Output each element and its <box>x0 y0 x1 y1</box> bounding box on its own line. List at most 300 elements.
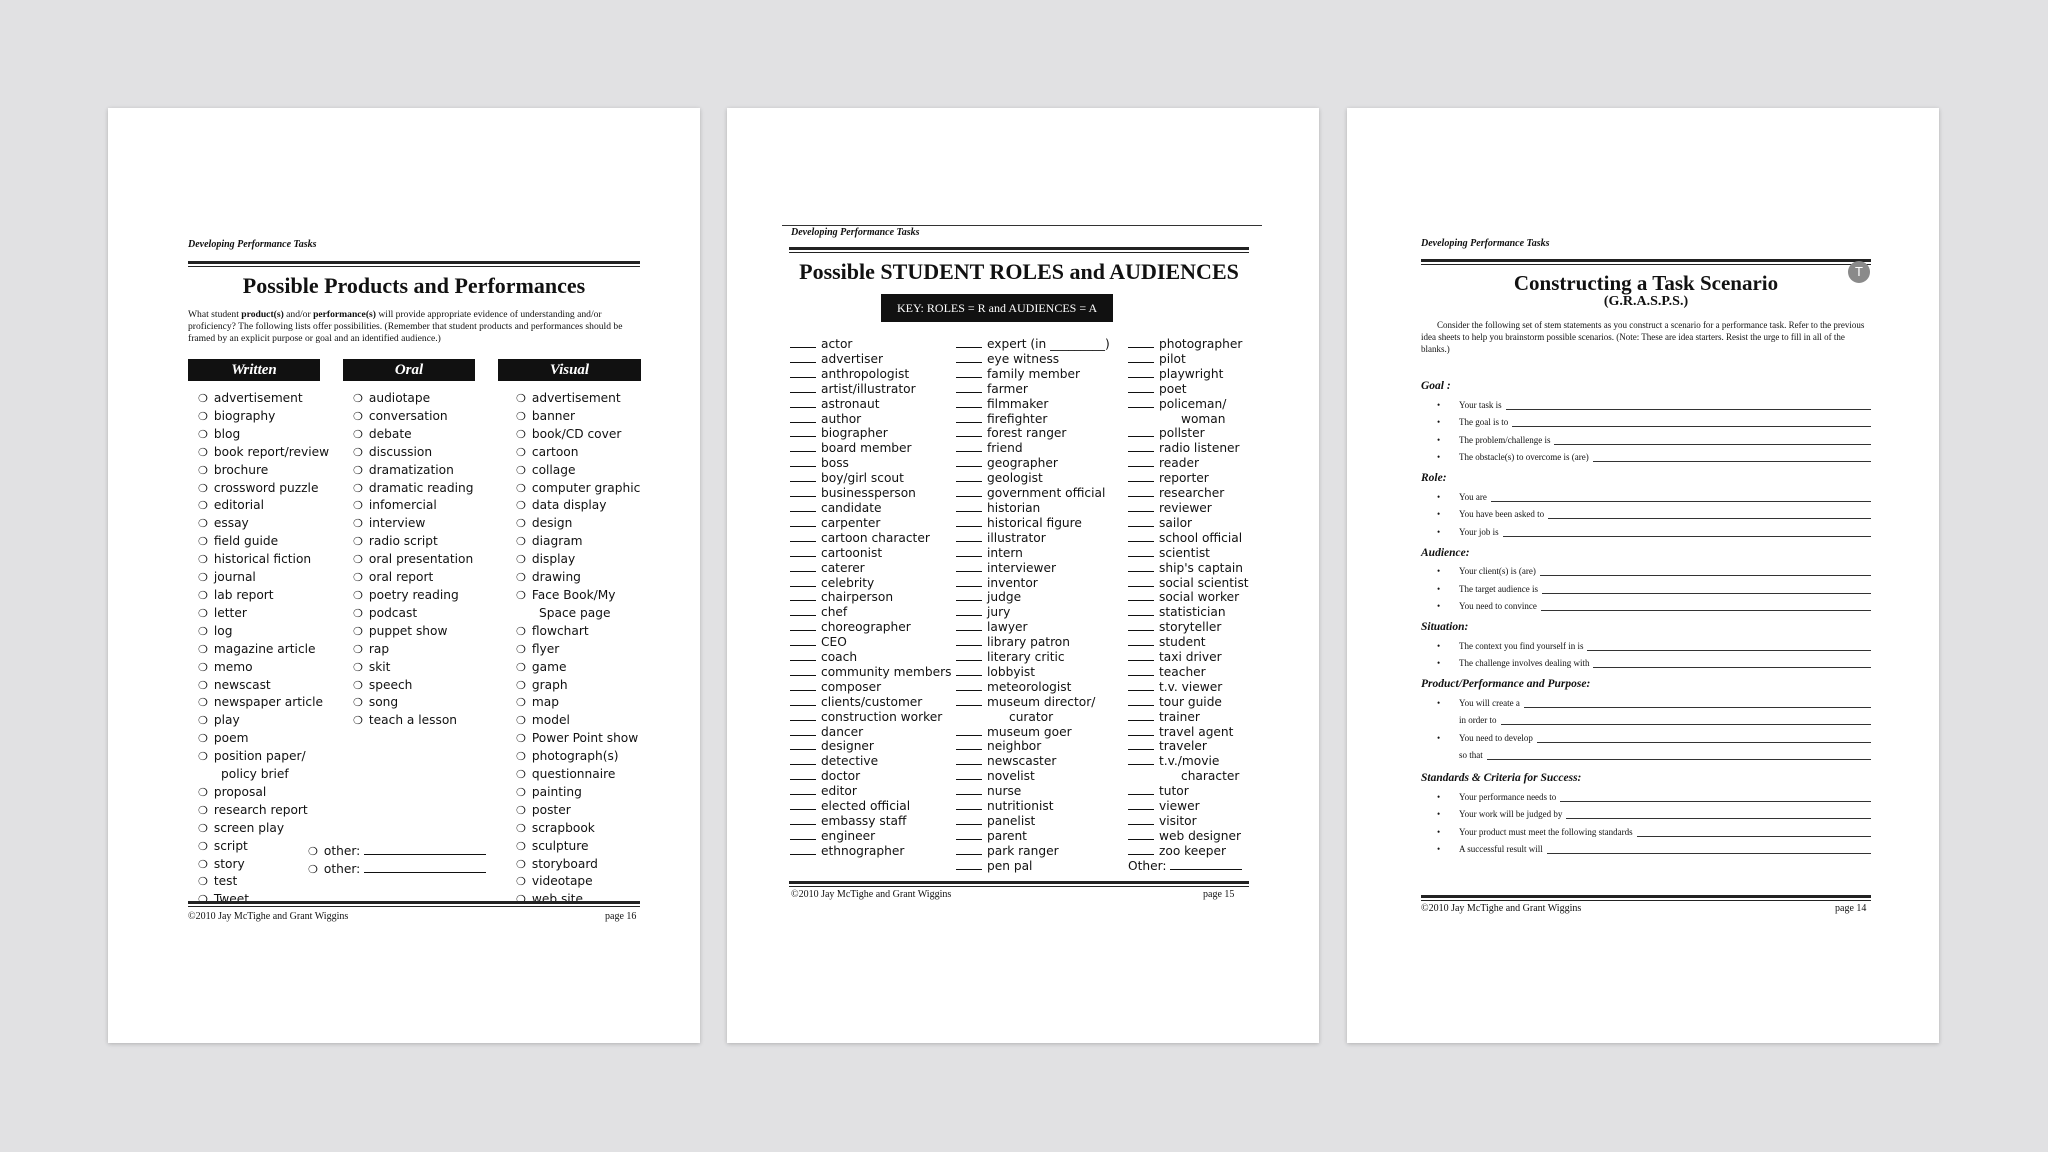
circle-checkbox-icon[interactable]: ❍ <box>198 696 208 710</box>
circle-checkbox-icon[interactable]: ❍ <box>516 660 526 674</box>
role-label: farmer <box>987 381 1028 396</box>
role-blank[interactable] <box>1128 353 1154 363</box>
circle-checkbox-icon[interactable]: ❍ <box>353 535 363 549</box>
role-blank[interactable] <box>956 651 982 661</box>
role-blank[interactable] <box>956 845 982 855</box>
t-badge-icon[interactable]: T <box>1848 261 1870 283</box>
role-blank[interactable] <box>1128 740 1154 750</box>
checklist-item <box>353 497 473 515</box>
circle-checkbox-icon[interactable]: ❍ <box>516 821 526 835</box>
role-label: businessperson <box>821 486 916 501</box>
role-blank[interactable] <box>790 740 816 750</box>
checklist-item <box>198 587 329 605</box>
role-label: dancer <box>821 724 864 739</box>
role-blank[interactable] <box>1128 487 1154 497</box>
answer-blank[interactable] <box>1491 491 1871 502</box>
role-blank[interactable] <box>790 815 816 825</box>
stem-label: The challenge involves dealing with <box>1459 658 1590 668</box>
circle-checkbox-icon[interactable]: ❍ <box>353 624 363 638</box>
circle-checkbox-icon[interactable]: ❍ <box>198 588 208 602</box>
role-blank[interactable] <box>956 591 982 601</box>
role-blank[interactable] <box>1128 442 1154 452</box>
circle-checkbox-icon[interactable]: ❍ <box>353 588 363 602</box>
role-blank[interactable] <box>790 666 816 676</box>
circle-checkbox-icon[interactable]: ❍ <box>516 553 526 567</box>
stem-statement <box>1421 633 1871 651</box>
circle-checkbox-icon[interactable]: ❍ <box>516 409 526 423</box>
role-blank[interactable] <box>956 338 982 348</box>
role-item <box>956 561 1110 576</box>
answer-blank[interactable] <box>1512 416 1871 427</box>
role-blank[interactable] <box>790 442 816 452</box>
circle-checkbox-icon[interactable]: ❍ <box>198 427 208 441</box>
role-item <box>1128 441 1249 456</box>
role-blank[interactable] <box>1128 666 1154 676</box>
circle-checkbox-icon[interactable]: ❍ <box>353 714 363 728</box>
checklist-label: cartoon <box>531 444 579 459</box>
circle-checkbox-icon[interactable]: ❍ <box>516 714 526 728</box>
role-blank[interactable] <box>956 726 982 736</box>
circle-checkbox-icon[interactable]: ❍ <box>353 553 363 567</box>
circle-checkbox-icon[interactable]: ❍ <box>516 785 526 799</box>
role-blank[interactable] <box>790 487 816 497</box>
bullet-icon: • <box>1437 399 1441 410</box>
checklist-item <box>198 551 329 569</box>
other-blank[interactable] <box>1170 860 1242 870</box>
checklist-label: storyboard <box>531 856 598 871</box>
role-blank[interactable] <box>1128 472 1154 482</box>
role-blank[interactable] <box>790 800 816 810</box>
checklist-label: newspaper article <box>213 695 323 710</box>
role-label: elected official <box>821 799 911 814</box>
circle-checkbox-icon[interactable]: ❍ <box>198 821 208 835</box>
role-item <box>956 471 1110 486</box>
role-blank[interactable] <box>956 621 982 631</box>
role-blank[interactable] <box>1128 502 1154 512</box>
circle-checkbox-icon[interactable]: ❍ <box>198 732 208 746</box>
role-blank[interactable] <box>790 621 816 631</box>
circle-checkbox-icon[interactable]: ❍ <box>353 696 363 710</box>
role-item <box>1128 471 1249 486</box>
answer-blank[interactable] <box>1501 714 1872 725</box>
checklist-item <box>198 605 329 623</box>
role-label: novelist <box>987 769 1035 784</box>
role-blank[interactable] <box>790 577 816 587</box>
grasps-section <box>1421 621 1871 668</box>
checklist-label: podcast <box>368 605 418 620</box>
role-blank[interactable] <box>956 681 982 691</box>
role-item <box>790 710 951 725</box>
role-blank[interactable] <box>790 532 816 542</box>
role-blank[interactable] <box>790 562 816 572</box>
stem-statement <box>1421 784 1871 802</box>
answer-blank[interactable] <box>1537 732 1871 743</box>
role-blank[interactable] <box>956 562 982 572</box>
circle-checkbox-icon[interactable]: ❍ <box>198 499 208 513</box>
role-blank[interactable] <box>956 383 982 393</box>
role-blank[interactable] <box>1128 368 1154 378</box>
answer-blank[interactable] <box>1587 640 1871 651</box>
role-item <box>790 576 951 591</box>
circle-checkbox-icon[interactable]: ❍ <box>516 499 526 513</box>
role-blank[interactable] <box>1128 651 1154 661</box>
role-blank[interactable] <box>1128 383 1154 393</box>
role-blank[interactable] <box>956 547 982 557</box>
circle-checkbox-icon[interactable]: ❍ <box>198 463 208 477</box>
circle-checkbox-icon[interactable]: ❍ <box>516 588 526 602</box>
role-blank[interactable] <box>956 457 982 467</box>
role-blank[interactable] <box>790 517 816 527</box>
checklist-label: essay <box>213 516 249 531</box>
role-blank[interactable] <box>790 457 816 467</box>
footer-page-number: page 15 <box>1203 889 1235 900</box>
role-label: statistician <box>1159 605 1226 620</box>
role-label: museum director/ <box>987 694 1096 709</box>
role-item <box>956 814 1110 829</box>
bullet-icon: • <box>1437 844 1441 854</box>
circle-checkbox-icon[interactable]: ❍ <box>198 714 208 728</box>
role-blank[interactable] <box>1128 606 1154 616</box>
role-blank[interactable] <box>1128 815 1154 825</box>
column-header-written: Written <box>188 359 320 381</box>
role-blank[interactable] <box>956 815 982 825</box>
circle-checkbox-icon[interactable]: ❍ <box>353 642 363 656</box>
checklist-label: dramatization <box>368 462 454 477</box>
role-label: cartoon character <box>821 530 930 545</box>
checklist-label: web site <box>531 892 583 907</box>
role-item <box>1128 576 1249 591</box>
role-blank[interactable] <box>1128 398 1154 408</box>
role-blank[interactable] <box>790 427 816 437</box>
page-subtitle: (G.R.A.S.P.S.) <box>1603 294 1689 309</box>
role-blank[interactable] <box>956 368 982 378</box>
checklist-item <box>516 408 640 426</box>
checklist-label: screen play <box>213 820 285 835</box>
role-blank[interactable] <box>956 472 982 482</box>
checklist-label: editorial <box>213 498 264 513</box>
role-blank[interactable] <box>1128 800 1154 810</box>
answer-blank[interactable] <box>1503 526 1871 537</box>
circle-checkbox-icon[interactable]: ❍ <box>198 571 208 585</box>
role-blank[interactable] <box>790 711 816 721</box>
role-blank[interactable] <box>956 785 982 795</box>
role-blank[interactable] <box>956 755 982 765</box>
role-label: boss <box>821 456 849 471</box>
role-blank[interactable] <box>956 666 982 676</box>
circle-checkbox-icon[interactable]: ❍ <box>516 893 526 907</box>
role-blank[interactable] <box>1128 532 1154 542</box>
circle-checkbox-icon[interactable]: ❍ <box>516 803 526 817</box>
role-blank[interactable] <box>956 606 982 616</box>
role-blank[interactable] <box>1128 591 1154 601</box>
role-item <box>1128 695 1249 710</box>
checklist-label: log <box>213 623 233 638</box>
role-item <box>956 725 1110 740</box>
role-blank[interactable] <box>1128 711 1154 721</box>
answer-blank[interactable] <box>1548 508 1871 519</box>
checklist-label: blog <box>213 426 241 441</box>
stem-label: Your performance needs to <box>1459 791 1557 802</box>
role-blank[interactable] <box>1128 562 1154 572</box>
role-blank[interactable] <box>1128 338 1154 348</box>
role-blank[interactable] <box>956 860 982 870</box>
role-blank[interactable] <box>956 740 982 750</box>
circle-checkbox-icon[interactable]: ❍ <box>353 445 363 459</box>
role-blank[interactable] <box>1128 830 1154 840</box>
role-blank[interactable] <box>1128 785 1154 795</box>
role-blank[interactable] <box>956 532 982 542</box>
checklist-item <box>198 444 329 462</box>
role-blank[interactable] <box>790 547 816 557</box>
circle-checkbox-icon[interactable]: ❍ <box>198 660 208 674</box>
checklist-label: book report/review <box>213 444 330 459</box>
answer-blank[interactable] <box>1593 451 1871 462</box>
footer-rule <box>188 899 640 904</box>
circle-checkbox-icon[interactable]: ❍ <box>516 696 526 710</box>
role-item <box>790 605 951 620</box>
circle-checkbox-icon[interactable]: ❍ <box>516 768 526 782</box>
circle-checkbox-icon[interactable]: ❍ <box>353 499 363 513</box>
checklist-label: poem <box>213 731 249 746</box>
role-label: filmmaker <box>987 396 1049 411</box>
role-blank[interactable] <box>1128 696 1154 706</box>
role-blank[interactable] <box>1128 681 1154 691</box>
role-label: museum goer <box>987 724 1072 739</box>
circle-checkbox-icon[interactable]: ❍ <box>198 517 208 531</box>
circle-checkbox-icon[interactable]: ❍ <box>353 660 363 674</box>
role-blank[interactable] <box>790 681 816 691</box>
role-blank[interactable] <box>790 651 816 661</box>
circle-checkbox-icon[interactable]: ❍ <box>516 857 526 871</box>
role-blank[interactable] <box>790 726 816 736</box>
answer-blank[interactable] <box>1637 826 1871 837</box>
stem-statement <box>1421 725 1871 743</box>
answer-blank[interactable] <box>1547 843 1871 854</box>
roles-column-3 <box>1128 337 1249 859</box>
circle-checkbox-icon[interactable]: ❍ <box>516 481 526 495</box>
section-heading: Product/Performance and Purpose: <box>1421 678 1591 690</box>
stem-label: The context you find yourself in is <box>1459 640 1584 651</box>
role-blank[interactable] <box>956 770 982 780</box>
answer-blank[interactable] <box>1487 749 1871 760</box>
answer-blank[interactable] <box>1542 583 1871 594</box>
circle-checkbox-icon[interactable]: ❍ <box>198 606 208 620</box>
checklist-label: memo <box>213 659 253 674</box>
role-blank[interactable] <box>790 845 816 855</box>
role-blank[interactable] <box>956 517 982 527</box>
role-label: lobbyist <box>987 664 1036 679</box>
checklist-label: design <box>531 516 573 531</box>
role-blank[interactable] <box>790 785 816 795</box>
circle-checkbox-icon[interactable]: ❍ <box>198 553 208 567</box>
role-blank[interactable] <box>956 353 982 363</box>
role-blank[interactable] <box>790 636 816 646</box>
role-item <box>1128 844 1249 859</box>
circle-checkbox-icon[interactable]: ❍ <box>198 785 208 799</box>
role-blank[interactable] <box>790 398 816 408</box>
circle-checkbox-icon[interactable]: ❍ <box>353 392 363 405</box>
role-blank[interactable] <box>1128 845 1154 855</box>
checklist-label: puppet show <box>368 623 448 638</box>
checklist-label: sculpture <box>531 838 589 853</box>
answer-blank[interactable] <box>1593 657 1871 668</box>
stem-statement <box>1421 690 1871 708</box>
role-blank[interactable] <box>1128 547 1154 557</box>
role-label: tutor <box>1159 784 1189 799</box>
role-blank[interactable] <box>956 442 982 452</box>
role-blank[interactable] <box>956 830 982 840</box>
bullet-icon: • <box>1437 452 1441 462</box>
circle-checkbox-icon[interactable]: ❍ <box>198 642 208 656</box>
role-blank[interactable] <box>790 770 816 780</box>
circle-checkbox-icon[interactable]: ❍ <box>353 481 363 495</box>
circle-checkbox-icon[interactable]: ❍ <box>516 642 526 656</box>
role-item <box>1128 620 1249 635</box>
circle-checkbox-icon[interactable]: ❍ <box>198 839 208 853</box>
circle-checkbox-icon[interactable]: ❍ <box>516 750 526 764</box>
circle-checkbox-icon[interactable]: ❍ <box>198 535 208 549</box>
stem-statement <box>1421 427 1871 445</box>
circle-checkbox-icon[interactable]: ❍ <box>198 893 208 907</box>
checklist-item <box>516 730 640 748</box>
answer-blank[interactable] <box>1541 600 1871 611</box>
circle-checkbox-icon[interactable]: ❍ <box>516 678 526 692</box>
circle-checkbox-icon[interactable]: ❍ <box>353 463 363 477</box>
role-label: literary critic <box>987 650 1065 665</box>
stem-label: You need to convince <box>1459 601 1537 611</box>
role-label: character <box>1181 769 1240 784</box>
role-blank[interactable] <box>1128 621 1154 631</box>
checklist-item <box>516 712 640 730</box>
circle-checkbox-icon[interactable]: ❍ <box>198 392 208 405</box>
role-item <box>790 695 951 710</box>
circle-checkbox-icon[interactable]: ❍ <box>516 445 526 459</box>
bullet-icon: • <box>1437 809 1441 819</box>
circle-checkbox-icon[interactable]: ❍ <box>516 463 526 477</box>
role-label: neighbor <box>987 739 1042 754</box>
role-blank[interactable] <box>790 830 816 840</box>
role-blank[interactable] <box>1128 726 1154 736</box>
circle-checkbox-icon[interactable]: ❍ <box>516 875 526 889</box>
role-blank[interactable] <box>1128 636 1154 646</box>
role-item <box>956 680 1110 695</box>
role-blank[interactable] <box>790 755 816 765</box>
stem-statement <box>1421 392 1871 410</box>
role-blank[interactable] <box>956 502 982 512</box>
role-item <box>1128 725 1249 740</box>
checklist-label: crossword puzzle <box>213 480 319 495</box>
role-label: historical figure <box>987 515 1082 530</box>
role-blank[interactable] <box>956 427 982 437</box>
role-blank[interactable] <box>956 636 982 646</box>
grasps-section <box>1421 547 1871 612</box>
circle-checkbox-icon[interactable]: ❍ <box>516 517 526 531</box>
role-blank[interactable] <box>956 487 982 497</box>
circle-checkbox-icon[interactable]: ❍ <box>516 732 526 746</box>
role-item <box>790 456 951 471</box>
role-blank[interactable] <box>1128 457 1154 467</box>
role-item <box>956 635 1110 650</box>
circle-checkbox-icon[interactable]: ❍ <box>516 839 526 853</box>
role-item <box>956 426 1110 441</box>
role-blank[interactable] <box>790 368 816 378</box>
role-item <box>1128 501 1249 516</box>
circle-checkbox-icon[interactable]: ❍ <box>516 427 526 441</box>
role-blank[interactable] <box>790 338 816 348</box>
circle-checkbox-icon[interactable]: ❍ <box>198 750 208 764</box>
other-blank[interactable] <box>364 845 486 855</box>
role-blank[interactable] <box>956 398 982 408</box>
answer-blank[interactable] <box>1554 434 1871 445</box>
checklist-item <box>353 677 473 695</box>
checklist-item <box>516 694 640 712</box>
circle-checkbox-icon[interactable]: ❍ <box>516 571 526 585</box>
circle-checkbox-icon[interactable]: ❍ <box>516 624 526 638</box>
circle-checkbox-icon[interactable]: ❍ <box>516 392 526 405</box>
circle-checkbox-icon[interactable]: ❍ <box>198 857 208 871</box>
role-item <box>1128 486 1249 501</box>
circle-checkbox-icon[interactable]: ❍ <box>198 624 208 638</box>
role-item <box>1128 739 1249 754</box>
role-label: curator <box>1009 709 1054 724</box>
circle-checkbox-icon[interactable]: ❍ <box>198 678 208 692</box>
role-blank[interactable] <box>1128 517 1154 527</box>
role-item <box>1128 456 1249 471</box>
circle-checkbox-icon[interactable]: ❍ <box>353 409 363 423</box>
role-blank[interactable] <box>956 413 982 423</box>
circle-checkbox-icon[interactable]: ❍ <box>353 678 363 692</box>
circle-checkbox-icon[interactable]: ❍ <box>353 606 363 620</box>
role-blank[interactable] <box>790 413 816 423</box>
circle-checkbox-icon[interactable]: ❍ <box>516 535 526 549</box>
answer-blank[interactable] <box>1506 399 1871 410</box>
role-blank[interactable] <box>956 696 982 706</box>
circle-checkbox-icon[interactable]: ❍ <box>353 517 363 531</box>
role-blank[interactable] <box>1128 755 1154 765</box>
circle-checkbox-icon[interactable]: ❍ <box>353 571 363 585</box>
other-blank[interactable] <box>364 863 486 873</box>
role-item <box>956 412 1110 427</box>
answer-blank[interactable] <box>1560 791 1871 802</box>
role-blank[interactable] <box>790 696 816 706</box>
circle-checkbox-icon[interactable]: ❍ <box>198 875 208 889</box>
circle-checkbox-icon[interactable]: ❍ <box>198 481 208 495</box>
role-item <box>790 799 951 814</box>
bullet-icon: • <box>1437 417 1441 427</box>
role-blank[interactable] <box>1128 577 1154 587</box>
role-blank[interactable] <box>1128 427 1154 437</box>
top-rule <box>782 225 1262 226</box>
answer-blank[interactable] <box>1524 697 1871 708</box>
role-blank[interactable] <box>790 591 816 601</box>
role-blank[interactable] <box>790 606 816 616</box>
role-item <box>790 739 951 754</box>
circle-checkbox-icon[interactable]: ❍ <box>353 427 363 441</box>
role-blank[interactable] <box>790 472 816 482</box>
role-blank[interactable] <box>790 502 816 512</box>
role-item <box>1128 367 1249 382</box>
circle-checkbox-icon[interactable]: ❍ <box>198 445 208 459</box>
circle-checkbox-icon[interactable]: ❍ <box>198 803 208 817</box>
checklist-item <box>516 390 640 408</box>
role-blank[interactable] <box>790 353 816 363</box>
role-blank[interactable] <box>790 383 816 393</box>
answer-blank[interactable] <box>1566 808 1871 819</box>
answer-blank[interactable] <box>1540 565 1871 576</box>
circle-checkbox-icon[interactable]: ❍ <box>198 409 208 423</box>
role-blank[interactable] <box>956 800 982 810</box>
role-blank[interactable] <box>956 577 982 587</box>
